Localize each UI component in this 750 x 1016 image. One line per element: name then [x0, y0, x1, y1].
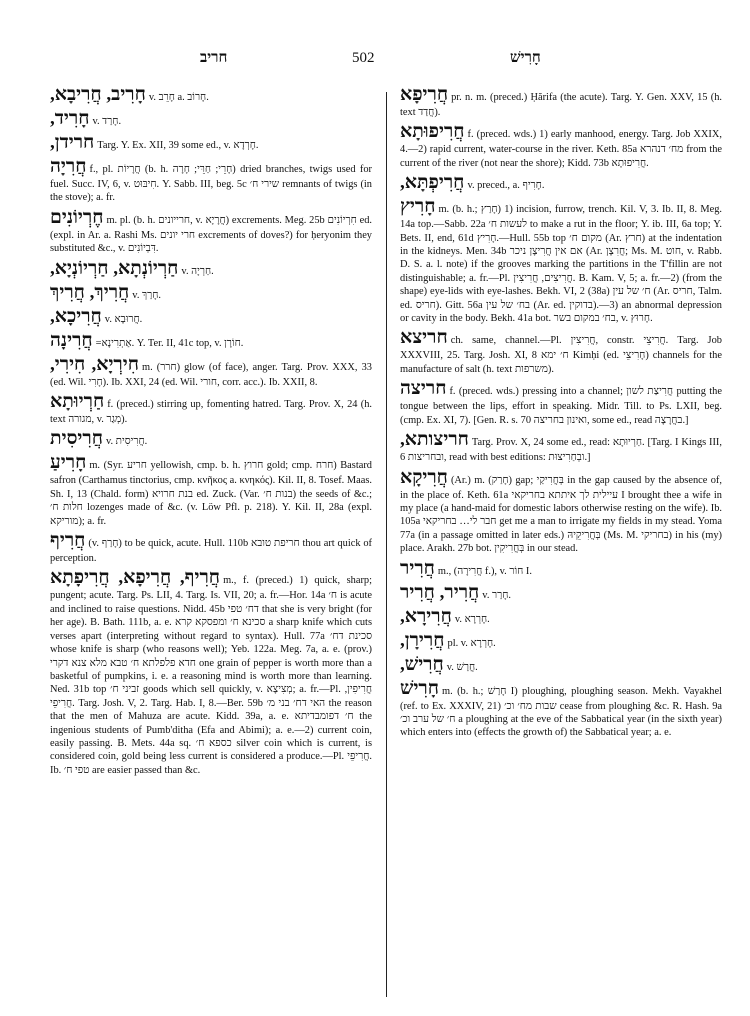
- entry-headword: חֲרִישׁ,: [400, 653, 444, 675]
- entry-headword: חרידן,: [50, 132, 95, 153]
- dictionary-entry: [50, 567, 372, 777]
- entry-definition: v. חֲרַשׁ.: [446, 661, 478, 673]
- entry-headword: חַרְיוּתָא: [50, 391, 105, 413]
- dictionary-entry: [400, 606, 722, 628]
- entry-definition: v. חֲרִיסִית.: [105, 436, 148, 448]
- dictionary-entry: [400, 678, 722, 740]
- page-number: 502: [352, 50, 375, 66]
- entry-definition: m. (Syr. חריע yellowish, cmp. b. h. חרוץ gold; cmp. חרח) Bastard safron (Carthamus tinctorius, cmp. κνῆκος a. κνηκός). Kil. II, 8. Tosef. Maas. Sh. I, 13 (Chald. form) בנת חרויא ed. Zuck. (Var. בנות ח׳) the seeds of &c.; חלות ח׳ lozenges made of &c. (v. Löw Pfl. p. 218). Y. Kil. II, 28a (expl. מוריקא); a. fr.: [50, 460, 373, 527]
- entry-headword: חָרִישׁ: [400, 677, 440, 699]
- entry-headword: חֲרִיכָא,: [50, 305, 102, 327]
- entry-headword: חֲרִיסִית: [50, 428, 103, 450]
- entry-headword: חָרִיץ: [400, 196, 436, 218]
- dictionary-entry: [400, 582, 722, 604]
- dictionary-entry: [400, 467, 722, 556]
- entry-headword: חִירְיָא, חִירִי,: [50, 353, 139, 375]
- dictionary-entry: [50, 207, 372, 256]
- entry-definition: =אַתְרִינָא. Y. Ter. II, 41c top, v. חוֹרָן.: [95, 337, 244, 349]
- entry-definition: m. (חרר) glow (of face), anger. Targ. Prov. XXX, 33 (ed. Wil. חָרִי). Ib. XXI, 24 (ed. Wil. חורי, corr. acc.). Ib. XXII, 8.: [50, 361, 372, 388]
- entry-headword: חָרִיד,: [50, 108, 90, 129]
- dictionary-entry: [400, 429, 722, 464]
- dictionary-entry: [400, 378, 722, 427]
- entry-headword: חֲרִיָה: [50, 156, 87, 177]
- dictionary-entry: [50, 354, 372, 389]
- entry-definition: pr. n. m. (preced.) Ḥărifa (the acute). Targ. Y. Gen. XXV, 15 (h. text חֲדַד).: [400, 92, 722, 118]
- dictionary-entry: [400, 121, 722, 170]
- dictionary-entry: [50, 530, 372, 565]
- entry-definition: v. חָרַר.: [482, 589, 511, 601]
- entry-definition: m., f. (preced.) 1) quick, sharp; pungent; acute. Targ. Ps. LII, 4. Targ. Is. VII, 20; a. fr.—Hor. 14a ח׳ is acute and inclined to raise questions. Nidd. 45b דח׳ טפי that she is very bright (for her age). B. Bath. 111b, a. e. סכינא ח׳ ומפסקא קרא a sharp knife which cuts verses apart (interpreting without regard to syntax). Hull. 77a סכינת דח׳ whose knife is sharp (who reasons well); Yeb. 122a. Meg. 7a, a. e. (prov.) חדא פלפלתא ח׳ טבא מלא צנא דקרי one grain of pepper is worth more than a basketful of pumpkins, i. e. a reasoning mind is worth more than learning. Ned. 31b top זביני ח׳ goods which sell quickly, v. מְצִיצָא; a. fr.—Pl. חֲרִיפִין, חֲרִיפֵי. Targ. Josh. V, 2. Targ. Hab. I, 8.—Ber. 59b האי דח׳ בני מ׳ the reason that the men of Mahuza are acute. Kidd. 39a, a. e. ח׳ דפומבדיתא the ingenious students of Pumb'ditha (Efa and Abimi); a. e.—2) current coin, easily passing. B. Mets. 44a sq. כספא ח׳ silver coin which is current, is considered coin, gold being less current is considered a produce.—Pl. חֲרִיפֵי. Ib. טפי ח׳ are easier passed than &c.: [50, 575, 373, 776]
- entry-headword: חֲרִיפָא: [400, 84, 449, 105]
- dictionary-entry: [50, 306, 372, 328]
- entry-definition: ch. same, channel.—Pl. חֲרִיצִין, constr. חֲרִיצֵי. Targ. Job XXXVIII, 25. Targ. Josh. XI, 8 ח׳ ימא Kimḥi (ed. חָרִיצֵי) channels for the manufacture of salt (h. text משרפות).: [400, 335, 722, 375]
- entry-definition: (Ar.) m. (חָרַק) gap; בְּחֲרִיקַי in the gap caused by the absence of, in the place of. Keth. 61a עיילית לך איתתא בחריקאי I brought thee a wife in my place (a hand-maid for domestic labors otherwise resting on the wife). Ib. 105a חבר לי… בחריקאי get me a man to irrigate my fields in my stead. Yoma 77a (in a passage omitted in later eds.) בְּחֲרִיקֵיהּ (Ms. M. בחריקי) in his (my) place. Arakh. 27b bot. בְּחֲרִיקִין in our stead.: [400, 474, 723, 555]
- entry-definition: v. חָרַד.: [92, 116, 122, 127]
- entry-headword: חֲרִיפְתָּא,: [400, 172, 465, 194]
- entry-definition: v. חַרְיָה.: [181, 265, 214, 277]
- entry-headword: חָרִיעַ: [50, 452, 87, 474]
- left-running-head: חריב: [200, 50, 228, 66]
- dictionary-entry: [400, 558, 722, 580]
- entry-definition: v. חָרַךְ.: [132, 289, 161, 301]
- dictionary-entry: [400, 654, 722, 676]
- entry-definition: Targ. Y. Ex. XII, 39 some ed., v. חָרְדָא.: [97, 140, 259, 151]
- entry-headword: חֲרִיר: [400, 557, 435, 579]
- entry-definition: (v. חָרַף) to be quick, acute. Hull. 110b חריפת טובא thou art quick of perception.: [50, 538, 373, 565]
- dictionary-entry: [50, 391, 372, 426]
- dictionary-entry: [50, 428, 372, 450]
- entry-definition: f. (preced.) stirring up, fomenting hatred. Targ. Prov. X, 24 (h. text מגורה, v. מְגַר).: [50, 399, 372, 426]
- dictionary-entry: [50, 330, 372, 352]
- entry-definition: pl. v. חָרְרָא.: [447, 637, 496, 649]
- entry-definition: f. (preced. wds.) 1) early manhood, energy. Targ. Job XXIX, 4.—2) rapid current, water-course in the river. Keth. 85a מח׳ דנהרא from the current of the river (not near the shore); Kidd. 73b חֲרִיפוּתָא.: [400, 129, 723, 169]
- entry-definition: m., (חֲרִירָה f.), v. חוֹר I.: [437, 565, 532, 577]
- entry-headword: חֲרִינָה: [50, 329, 93, 351]
- dictionary-entry: [50, 282, 372, 304]
- dictionary-entry: [400, 196, 722, 325]
- entry-headword: חַרְיוֹנְתָא, חַרְיוֹנְיָא,: [50, 257, 179, 279]
- entry-headword: חֲרִירָא,: [400, 605, 452, 627]
- entry-headword: חריצה: [400, 378, 447, 400]
- dictionary-entry: [50, 452, 372, 528]
- dictionary-entry: [400, 327, 722, 376]
- entry-definition: v. חֲרוּבָא.: [104, 313, 143, 325]
- right-running-head: חָרִישׁ: [510, 50, 541, 66]
- entry-headword: חֲרִיף: [50, 530, 86, 552]
- dictionary-entry: [400, 172, 722, 194]
- entry-definition: m. pl. (b. h. חרייונים, v. חֲרָיָא) excrements. Meg. 25b חִרְיוֹנִים ed. (expl. in Ar. a. Rashi Ms. חרי יונים excrements of doves?) for ḥeryonim they substituted &c., v. דִּבְיוֹנִים.: [50, 214, 372, 255]
- entry-headword: חֶרְיוֹנִים: [50, 206, 104, 228]
- dictionary-entry: [50, 156, 372, 205]
- dictionary-entry: [50, 132, 372, 154]
- dictionary-entry: [400, 630, 722, 652]
- entry-definition: v. חָרְרָא.: [454, 613, 490, 625]
- entry-definition: m. (b. h.; חָרַץ) 1) incision, furrow, trench. Kil. V, 3. Ib. II, 8. Meg. 14a top.—Sabb. 22a לעשות ח׳ to make a rut in the floor; Y. ib. III, 6a top; Y. Bets. II, end, 61d חָרִיץ.—Hull. 55b top מקום ח׳ (Ar. חרץ) at the indentation in the kidneys. Men. 34b אם אין חֲרִיצָן ניכר (Ar. חֲרִצָן; Ms. M. חוט, v. Rabb. D. S. a. l. note) if the grooves marking the partitions in the T'fillin are not distinguishable; a. fr.—Pl. חֲרִיצִים, חֲרִיצִין. B. Kam. V, 5; a. fr.—2) (from the shape) eye-lids with eye-lashes. Bekh. VI, 2 (38a) ח׳ של עין (Ar. חריס, Talm. ed. חריס). Gitt. 56a בח׳ של עין (Ar. ed. בדוקין).—3) an abnormal depression or cavity in the body. Bekh. 41a bot. בח׳ במקום בשר, v. חָרוּץ.: [400, 204, 722, 325]
- entry-headword: חריצא: [400, 327, 448, 349]
- entry-definition: v. preced., a. חָרִיף.: [467, 180, 545, 192]
- entry-definition: f. (preced. wds.) pressing into a channel; חֲרִיצַת לשון putting the tongue between the lips, effort in speaking. Midr. Till. to Ps. LXII, beg. (cmp. Ex. XI, 7). [Gen. R. s. 70 ואינון בחריצה, some ed., read בחֲרָצָה.]: [400, 386, 722, 426]
- dictionary-entry: [50, 84, 372, 106]
- entry-headword: חֲרִירָן,: [400, 629, 445, 651]
- entry-headword: חֲרִיר, חֲרִיר: [400, 581, 480, 603]
- entry-headword: חֲרִיקָא: [400, 466, 448, 488]
- entry-headword: חֲרִיפוּתָא: [400, 121, 465, 143]
- column-divider: [386, 92, 387, 997]
- entry-definition: m. (b. h.; חָרַשׁ I) ploughing, ploughing season. Mekh. Vayakhel (ref. to Ex. XXXIV, 21) שבות מח׳ וכ׳ cease from ploughing &c. R. Hash. 9a ח׳ של ערב וכ׳ a ploughing at the eve of the Sabbatical year (in the sixth year) which enters into (effects the growth of) the Sabbatical year; a. e.: [400, 685, 723, 739]
- right-column: [400, 84, 722, 742]
- dictionary-entry: [400, 84, 722, 119]
- entry-headword: חריצותא,: [400, 429, 469, 451]
- entry-definition: v. חָרֵב a. חָרוֹב.: [148, 92, 209, 103]
- entry-definition: Targ. Prov. X, 24 some ed., read: חַרְיוּתָא. [Targ. I Kings III, 6 ובחריצות, read with best editions: ובְחַרִיצוּת.]: [400, 437, 722, 464]
- entry-definition: f., pl. חֲרָיוֹת (b. h. חָרֵי; חַרֵּי; חָרָה) dried branches, twigs used for fuel. Succ. IV, 6, v. חִיבּוּט. Y. Sabb. III, beg. 5c שירי ח׳ remnants of twigs (in the stove); a. fr.: [50, 164, 373, 204]
- entry-headword: חֲרִיף, חֲרִיפָא, חֲרִיפָתָא: [50, 567, 221, 589]
- dictionary-entry: [50, 108, 372, 130]
- entry-headword: חֲרִיךְ, חֲרִיךְ: [50, 281, 130, 303]
- page-header: [0, 50, 750, 74]
- dictionary-entry: [50, 258, 372, 280]
- left-column: [50, 84, 372, 779]
- entry-headword: חָרִיב, חֲרִיבָא,: [50, 84, 146, 105]
